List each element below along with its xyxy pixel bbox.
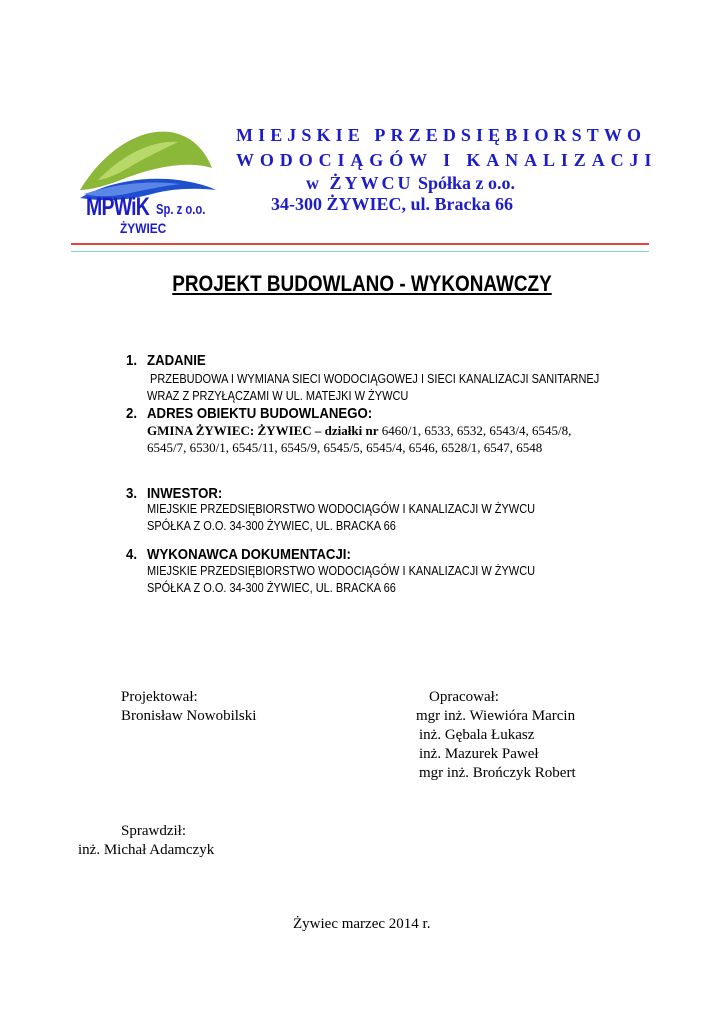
section-4-number: 4. — [126, 546, 138, 563]
document-title: PROJEKT BUDOWLANO - WYKONAWCZY — [172, 271, 552, 296]
section-1-number: 1. — [126, 352, 138, 369]
logo-city-text: ŻYWIEC — [120, 220, 167, 236]
checked-by-label: Sprawdził: — [121, 823, 186, 839]
section-3-line-1: MIEJSKIE PRZEDSIĘBIORSTWO WODOCIĄGÓW I KANALIZACJI W ŻYWCU — [147, 502, 536, 516]
section-2-heading: ADRES OBIEKTU BUDOWLANEGO: — [147, 405, 373, 422]
header-divider-red — [71, 243, 649, 245]
prepared-by-name-4: mgr inż. Brończyk Robert — [419, 765, 576, 781]
checked-by-name: inż. Michał Adamczyk — [78, 842, 215, 858]
designed-by-label: Projektował: — [121, 689, 198, 705]
section-1-line-2: WRAZ Z PRZYŁĄCZAMI W UL. MATEJKI W ŻYWCU — [147, 389, 409, 403]
logo-spzoo-text: Sp. z o.o. — [156, 201, 206, 218]
section-1-line-1: PRZEBUDOWA I WYMIANA SIECI WODOCIĄGOWEJ I SIECI KANALIZACJI SANITARNEJ — [150, 372, 600, 386]
prepared-by-name-1: mgr inż. Wiewióra Marcin — [416, 708, 576, 724]
prepared-by-name-2: inż. Gębala Łukasz — [419, 727, 535, 743]
prepared-by-name-3: inż. Mazurek Paweł — [419, 746, 539, 762]
company-legal-form: Spółka z o.o. — [418, 173, 516, 193]
section-4-line-1: MIEJSKIE PRZEDSIĘBIORSTWO WODOCIĄGÓW I KANALIZACJI W ŻYWCU — [147, 564, 536, 578]
section-3-heading: INWESTOR: — [147, 485, 223, 502]
section-4-heading: WYKONAWCA DOKUMENTACJI: — [147, 546, 351, 563]
company-name-line-1: MIEJSKIE PRZEDSIĘBIORSTWO — [236, 125, 647, 145]
section-2-line-2: 6545/7, 6530/1, 6545/11, 6545/9, 6545/5, 6545/4, 6546, 6528/1, 6547, 6548 — [147, 440, 543, 455]
section-2-plot-numbers: 6460/1, 6533, 6532, 6543/4, 6545/8, — [378, 423, 572, 438]
section-3-line-2: SPÓŁKA Z O.O. 34-300 ŻYWIEC, UL. BRACKA 66 — [147, 519, 396, 533]
section-4-line-2: SPÓŁKA Z O.O. 34-300 ŻYWIEC, UL. BRACKA 66 — [147, 581, 396, 595]
company-name-line-2: WODOCIĄGÓW I KANALIZACJI — [236, 150, 658, 170]
company-address: 34-300 ŻYWIEC, ul. Bracka 66 — [271, 194, 514, 214]
designed-by-name: Bronisław Nowobilski — [121, 708, 257, 724]
section-3-number: 3. — [126, 485, 138, 502]
section-2-bold-prefix: GMINA ŻYWIEC: ŻYWIEC – działki nr — [147, 423, 379, 438]
section-2-number: 2. — [126, 405, 138, 422]
company-city: w ŻYWCU — [306, 173, 414, 193]
header-divider-cyan — [71, 251, 649, 252]
section-1-heading: ZADANIE — [147, 352, 206, 369]
place-and-date: Żywiec marzec 2014 r. — [293, 916, 431, 932]
prepared-by-label: Opracował: — [429, 689, 499, 705]
company-name-line-3 — [306, 173, 515, 194]
section-2-line-1 — [147, 423, 571, 439]
logo-mpwik-text: MPWiK — [86, 193, 150, 221]
